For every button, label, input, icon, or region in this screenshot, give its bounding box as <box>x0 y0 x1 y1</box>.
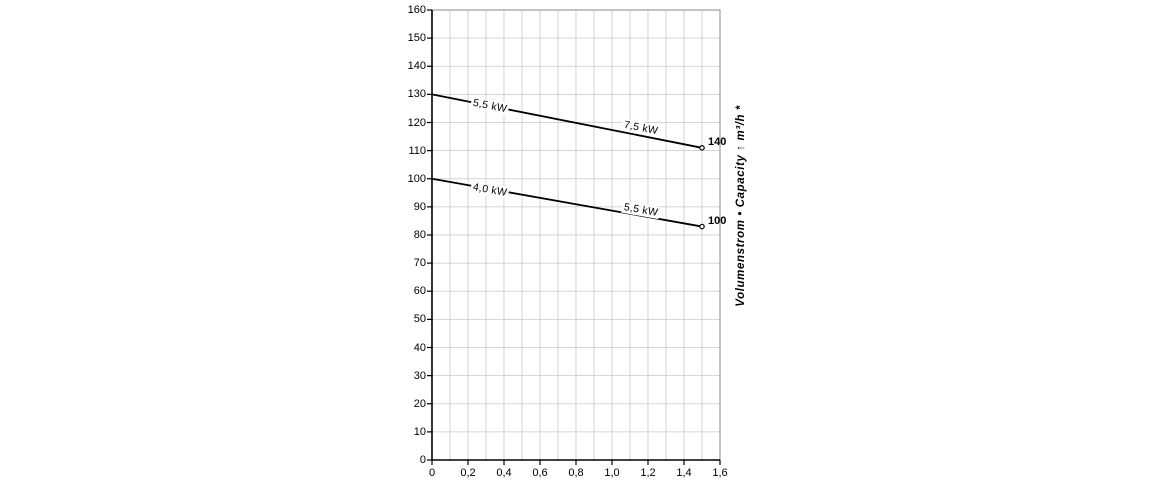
y-tick-label: 110 <box>408 144 426 157</box>
y-tick-label: 150 <box>407 32 426 45</box>
y-tick-label: 60 <box>413 285 426 298</box>
x-tick-label: 1,2 <box>640 467 656 479</box>
series-endpoint-label: 100 <box>708 214 727 227</box>
x-tick-label: 0,6 <box>532 467 548 479</box>
y-tick-label: 100 <box>407 172 426 185</box>
curve-label: 4,0 kW <box>471 181 508 199</box>
y-tick-label: 160 <box>407 4 426 16</box>
curve-label: 7,5 kW <box>622 118 659 138</box>
y-tick-label: 50 <box>413 313 426 326</box>
y-tick-label: 10 <box>413 425 426 438</box>
x-tick-label: 0,4 <box>496 467 512 479</box>
x-tick-label: 0,2 <box>460 467 476 479</box>
y-axis-title <box>735 105 775 345</box>
x-tick-label: 0,8 <box>568 467 584 479</box>
x-tick-label: 1,0 <box>604 467 620 479</box>
y-tick-label: 80 <box>413 229 426 241</box>
y-tick-label: 70 <box>413 257 426 270</box>
x-tick-label: 0 <box>428 467 436 479</box>
y-axis-title-text: Volumenstrom • Capacity ↑ m³/h * <box>735 105 747 307</box>
y-tick-label: 130 <box>407 88 426 101</box>
y-tick-label: 40 <box>413 341 426 354</box>
plot-area <box>407 4 728 479</box>
curve-label: 5,5 kW <box>622 200 659 219</box>
series-endpoint-label: 140 <box>708 135 727 148</box>
y-tick-label: 20 <box>413 397 426 410</box>
chart-canvas <box>432 10 720 460</box>
x-tick-label: 1,4 <box>676 467 692 479</box>
y-tick-label: 90 <box>413 200 426 213</box>
y-tick-label: 30 <box>413 369 426 382</box>
curve-label: 5,5 kW <box>471 96 508 115</box>
y-tick-label: 0 <box>419 454 426 466</box>
y-tick-label: 140 <box>407 60 426 73</box>
y-tick-label: 120 <box>407 116 426 129</box>
x-tick-label: 1,6 <box>712 467 728 479</box>
